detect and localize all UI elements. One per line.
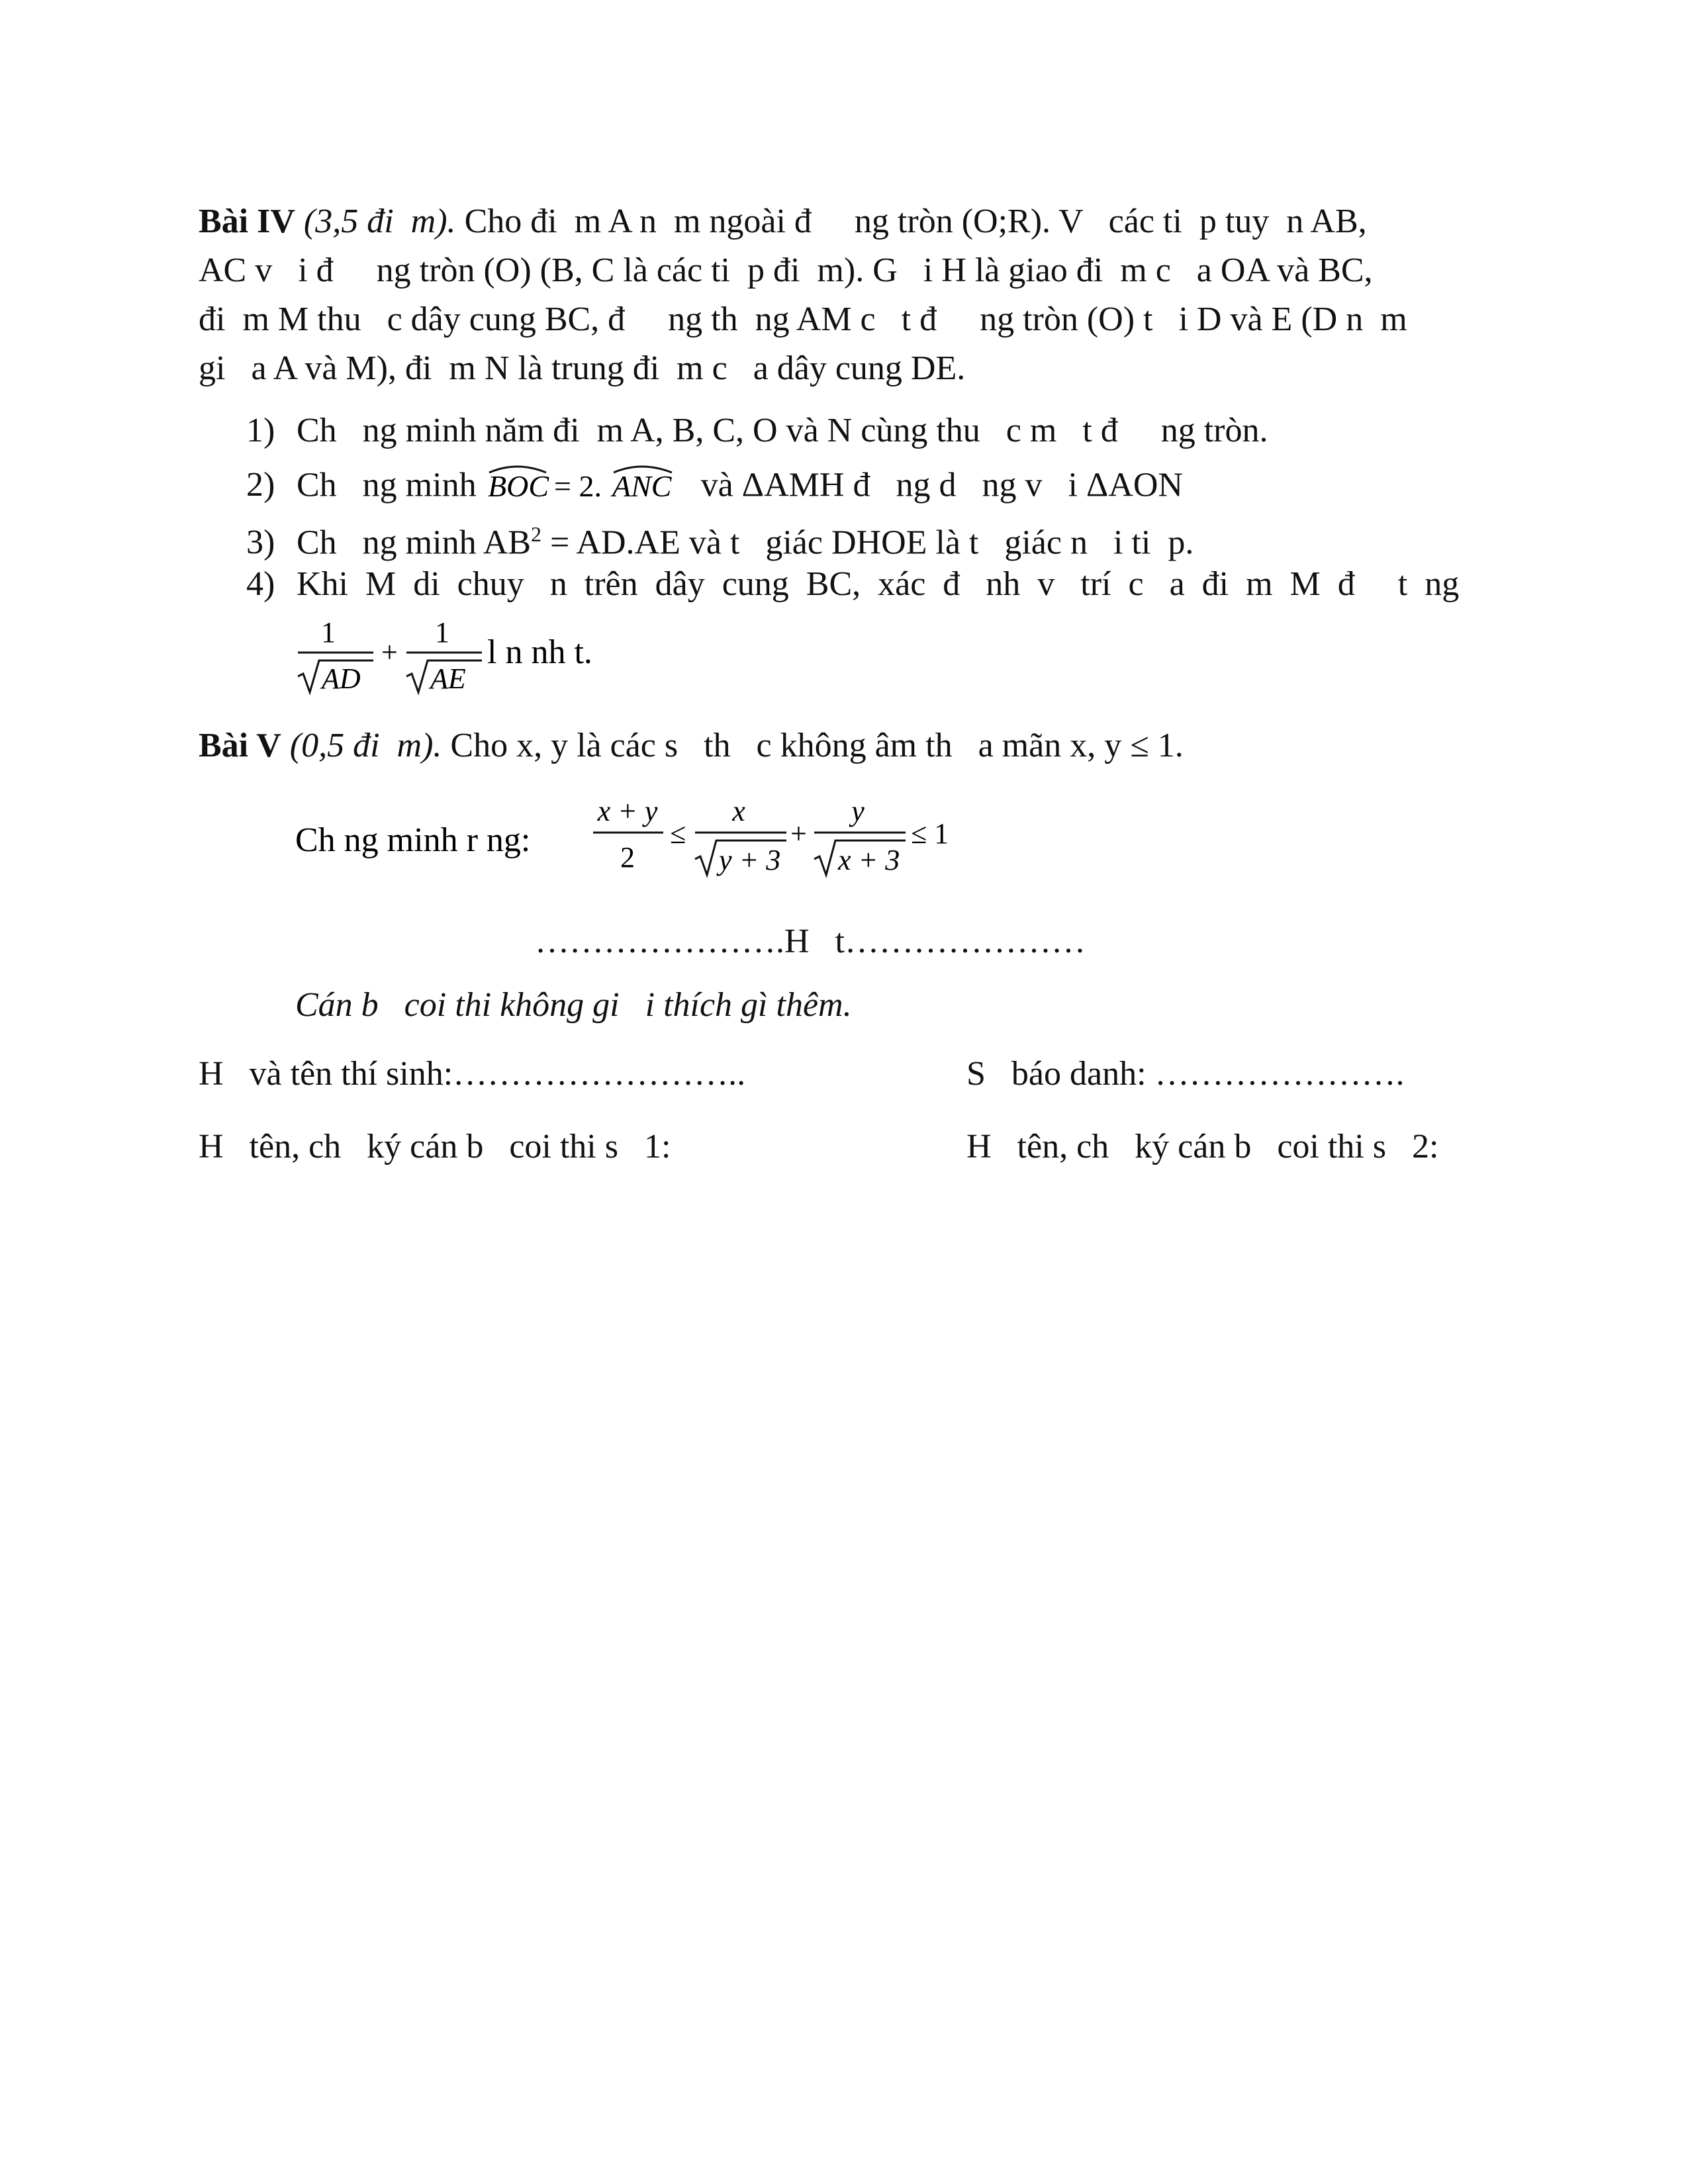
bai4-line-4: gi a A và M), đi m N là trung đi m c a dây cung DE. [199,349,966,387]
f1-num: x + y [597,795,658,827]
item-number: 1) [246,412,275,449]
bai4-points: (3,5 đi m). [303,203,456,240]
bai5-text: Cho x, y là các s th c không âm th a mãn x, y ≤ 1. [442,727,1184,764]
item-text-post: và ΔAMH đ ng d ng v i ΔAON [683,466,1183,504]
bai4-line-2: AC v i đ ng tròn (O) (B, C là các ti p đi m). G i H là giao đi m c a OA và BC, [199,251,1373,289]
bai5-inequality [295,793,957,895]
candidate-name-field: H và tên thí sinh:…………………….. [199,1055,746,1093]
frac2-num: 1 [435,616,449,649]
plus-sign-2: + [790,817,807,850]
f2-den: y + 3 [719,844,781,876]
le-1: ≤ [670,817,686,850]
bai5-points: (0,5 đi m). [289,727,442,764]
frac2-den: AE [430,662,466,695]
item-text: Ch ng minh AB [297,523,531,562]
bai5-heading: Bài V [199,727,281,764]
item-number: 2) [246,466,275,504]
arc-boc: BOC [487,469,549,503]
item4-tail: l n nh t. [487,633,592,671]
f1-den: 2 [620,841,635,874]
item-text: Khi M di chuy n trên dây cung BC, xác đ nh v trí c a đi m M đ t ng [297,565,1460,603]
frac1-num: 1 [321,616,336,649]
f2-num: x [732,795,745,827]
proctor-1-signature: H tên, ch ký cán b coi thi s 1: [199,1128,671,1165]
candidate-number-field: S báo danh: …………………. [966,1055,1405,1093]
bai5-line [199,721,1483,770]
item4-expression [295,608,653,704]
frac1-den: AD [322,662,361,695]
proctor-note: Cán b coi thi không gi i thích gì thêm. [295,986,852,1024]
f3-den: x + 3 [838,844,900,876]
superscript: 2 [530,522,541,546]
item-text: Ch ng minh năm đi m A, B, C, O và N cùng thu c m t đ ng tròn. [297,412,1268,449]
plus-sign: + [381,636,398,668]
bai4-text-1: Cho đi m A n m ngoài đ ng tròn (O;R). V các ti p tuy n AB, [455,203,1367,240]
arc-mid: = 2. [553,469,602,503]
bai4-item-3 [246,510,1194,567]
bai4-line-3: đi m M thu c dây cung BC, đ ng th ng AM c t đ ng tròn (O) t i D và E (D n m [199,300,1407,338]
item-number: 4) [246,565,275,603]
item-text: Ch ng minh [297,466,485,504]
bai4-line-1 [199,197,1483,246]
proctor-2-signature: H tên, ch ký cán b coi thi s 2: [966,1128,1439,1165]
prove-label: Ch ng minh r ng: [295,821,531,859]
arc-anc: ANC [612,469,672,503]
end-line: ………………….H t………………… [535,923,1086,960]
item-number: 3) [246,523,275,562]
bai4-item-1 [246,406,1268,455]
bai4-heading: Bài IV [199,203,295,240]
item-text-post: = AD.AE và t giác DHOE là t giác n i ti p. [541,523,1194,562]
f3-num: y [851,795,865,827]
bai4-item-4 [246,560,1491,609]
le-2: ≤ 1 [911,817,949,850]
